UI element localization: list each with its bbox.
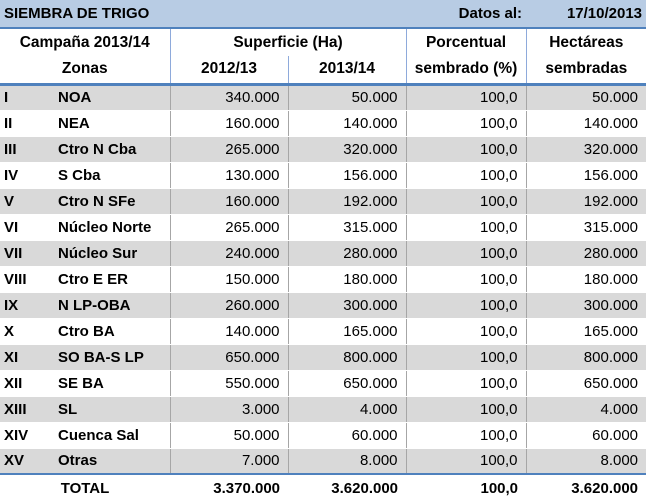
table-row — [0, 292, 646, 318]
table-row — [0, 422, 646, 448]
zone-name: Ctro N SFe — [52, 188, 170, 214]
zone-code: I — [0, 84, 52, 110]
table-row — [0, 318, 646, 344]
hectares-header-line1: Hectáreas — [526, 28, 646, 56]
zone-code: IX — [0, 292, 52, 318]
header-row-1 — [0, 28, 646, 56]
zone-name: Otras — [52, 448, 170, 474]
table-row — [0, 266, 646, 292]
zone-code: XIII — [0, 396, 52, 422]
percent-sown: 100,0 — [406, 162, 526, 188]
table-row — [0, 188, 646, 214]
surface-2012-13: 550.000 — [170, 370, 288, 396]
zone-code: XV — [0, 448, 52, 474]
zone-name: S Cba — [52, 162, 170, 188]
hectares-header-line2: sembradas — [526, 56, 646, 84]
year1-header: 2012/13 — [170, 56, 288, 84]
surface-2013-14: 8.000 — [288, 448, 406, 474]
hectares-sown: 650.000 — [526, 370, 646, 396]
surface-2013-14: 4.000 — [288, 396, 406, 422]
table-row — [0, 110, 646, 136]
table-row — [0, 370, 646, 396]
percent-sown: 100,0 — [406, 370, 526, 396]
zone-name: Núcleo Norte — [52, 214, 170, 240]
percent-sown: 100,0 — [406, 240, 526, 266]
surface-2013-14: 320.000 — [288, 136, 406, 162]
percent-sown: 100,0 — [406, 84, 526, 110]
percent-sown: 100,0 — [406, 318, 526, 344]
zone-code: III — [0, 136, 52, 162]
zone-code: XII — [0, 370, 52, 396]
zone-name: Cuenca Sal — [52, 422, 170, 448]
surface-2012-13: 240.000 — [170, 240, 288, 266]
zone-name: Ctro BA — [52, 318, 170, 344]
total-row — [0, 474, 646, 502]
surface-2012-13: 340.000 — [170, 84, 288, 110]
surface-2012-13: 260.000 — [170, 292, 288, 318]
surface-2012-13: 3.000 — [170, 396, 288, 422]
surface-2013-14: 650.000 — [288, 370, 406, 396]
hectares-sown: 156.000 — [526, 162, 646, 188]
percent-header-line1: Porcentual — [406, 28, 526, 56]
table-row — [0, 344, 646, 370]
hectares-sown: 165.000 — [526, 318, 646, 344]
percent-sown: 100,0 — [406, 292, 526, 318]
date-value: 17/10/2013 — [526, 0, 646, 28]
surface-header: Superficie (Ha) — [170, 28, 406, 56]
percent-sown: 100,0 — [406, 344, 526, 370]
percent-sown: 100,0 — [406, 110, 526, 136]
total-percent: 100,0 — [406, 474, 526, 502]
surface-2012-13: 150.000 — [170, 266, 288, 292]
hectares-sown: 60.000 — [526, 422, 646, 448]
total-2012-13: 3.370.000 — [170, 474, 288, 502]
hectares-sown: 192.000 — [526, 188, 646, 214]
surface-2012-13: 140.000 — [170, 318, 288, 344]
total-2013-14: 3.620.000 — [288, 474, 406, 502]
zone-code: XI — [0, 344, 52, 370]
surface-2013-14: 192.000 — [288, 188, 406, 214]
surface-2013-14: 156.000 — [288, 162, 406, 188]
zone-code: VIII — [0, 266, 52, 292]
hectares-sown: 800.000 — [526, 344, 646, 370]
table-row — [0, 396, 646, 422]
surface-2013-14: 50.000 — [288, 84, 406, 110]
date-label: Datos al: — [288, 0, 526, 28]
zone-code: VI — [0, 214, 52, 240]
zone-name: SL — [52, 396, 170, 422]
year2-header: 2013/14 — [288, 56, 406, 84]
header-row-2 — [0, 56, 646, 84]
hectares-sown: 50.000 — [526, 84, 646, 110]
zone-code: IV — [0, 162, 52, 188]
total-hectares: 3.620.000 — [526, 474, 646, 502]
surface-2013-14: 140.000 — [288, 110, 406, 136]
percent-sown: 100,0 — [406, 396, 526, 422]
hectares-sown: 140.000 — [526, 110, 646, 136]
sheet-title: SIEMBRA DE TRIGO — [0, 0, 288, 28]
zone-code: V — [0, 188, 52, 214]
percent-sown: 100,0 — [406, 214, 526, 240]
zone-name: N LP-OBA — [52, 292, 170, 318]
surface-2013-14: 60.000 — [288, 422, 406, 448]
percent-sown: 100,0 — [406, 448, 526, 474]
surface-2012-13: 50.000 — [170, 422, 288, 448]
surface-2013-14: 800.000 — [288, 344, 406, 370]
table-row — [0, 448, 646, 474]
table-row — [0, 162, 646, 188]
zone-name: Ctro N Cba — [52, 136, 170, 162]
zone-code: VII — [0, 240, 52, 266]
table-row — [0, 240, 646, 266]
hectares-sown: 4.000 — [526, 396, 646, 422]
surface-2012-13: 650.000 — [170, 344, 288, 370]
title-row — [0, 0, 646, 28]
surface-2012-13: 160.000 — [170, 110, 288, 136]
hectares-sown: 300.000 — [526, 292, 646, 318]
zone-code: II — [0, 110, 52, 136]
percent-header-line2: sembrado (%) — [406, 56, 526, 84]
zone-name: Ctro E ER — [52, 266, 170, 292]
percent-sown: 100,0 — [406, 422, 526, 448]
surface-2012-13: 265.000 — [170, 136, 288, 162]
hectares-sown: 315.000 — [526, 214, 646, 240]
hectares-sown: 8.000 — [526, 448, 646, 474]
surface-2012-13: 160.000 — [170, 188, 288, 214]
surface-2013-14: 165.000 — [288, 318, 406, 344]
hectares-sown: 180.000 — [526, 266, 646, 292]
surface-2012-13: 7.000 — [170, 448, 288, 474]
hectares-sown: 320.000 — [526, 136, 646, 162]
zone-code: XIV — [0, 422, 52, 448]
table-row — [0, 214, 646, 240]
surface-2013-14: 315.000 — [288, 214, 406, 240]
zone-name: SO BA-S LP — [52, 344, 170, 370]
zone-name: NOA — [52, 84, 170, 110]
percent-sown: 100,0 — [406, 136, 526, 162]
surface-2012-13: 130.000 — [170, 162, 288, 188]
zone-name: NEA — [52, 110, 170, 136]
total-label: TOTAL — [0, 474, 170, 502]
surface-2013-14: 300.000 — [288, 292, 406, 318]
campaign-header: Campaña 2013/14 — [19, 33, 150, 51]
table-row — [0, 136, 646, 162]
zone-code: X — [0, 318, 52, 344]
surface-2013-14: 180.000 — [288, 266, 406, 292]
table-row — [0, 84, 646, 110]
percent-sown: 100,0 — [406, 188, 526, 214]
hectares-sown: 280.000 — [526, 240, 646, 266]
percent-sown: 100,0 — [406, 266, 526, 292]
zones-header: Zonas — [0, 56, 170, 84]
zone-name: SE BA — [52, 370, 170, 396]
surface-2013-14: 280.000 — [288, 240, 406, 266]
surface-2012-13: 265.000 — [170, 214, 288, 240]
zone-name: Núcleo Sur — [52, 240, 170, 266]
